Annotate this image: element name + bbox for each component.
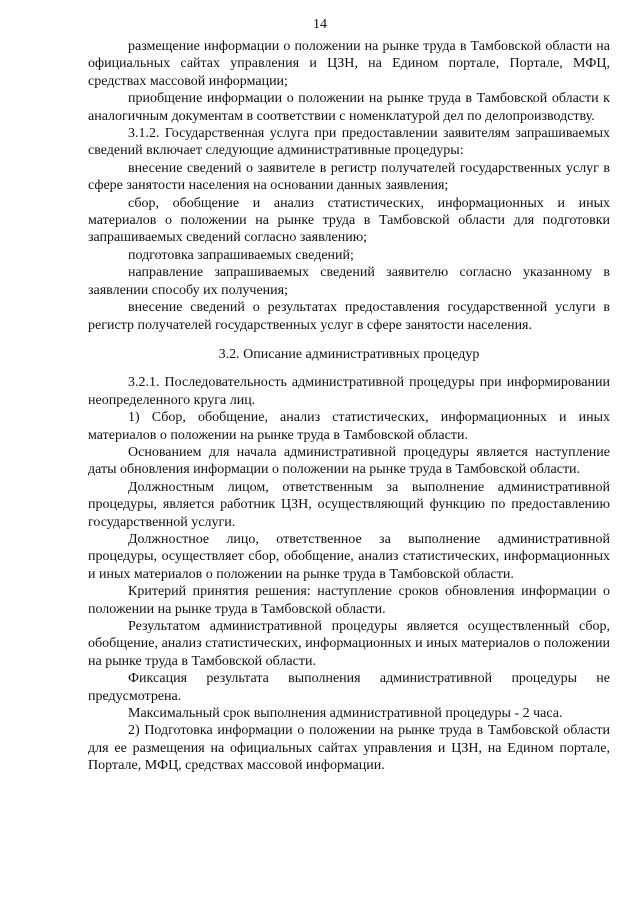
paragraph: 2) Подготовка информации о положении на рынке труда в Тамбовской области для ее размещения на официальных сайтах управления и ЦЗН, на Едином портале, Портале, МФЦ, средствах массовой информации. <box>88 723 610 774</box>
paragraph: Должностное лицо, ответственное за выполнение административной процедуры, осуществляет сбор, обобщение, анализ статистических, информационных и иных материалов о положении на рынке труда в Тамбовской области. <box>88 531 610 582</box>
paragraph: Фиксация результата выполнения административной процедуры не предусмотрена. <box>88 671 610 704</box>
paragraph: направление запрашиваемых сведений заявителю согласно указанному в заявлении способу их получения; <box>88 265 610 298</box>
page-number: 14 <box>313 17 327 32</box>
paragraph: внесение сведений о заявителе в регистр получателей государственных услуг в сфере занятости населения на основании данных заявления; <box>88 160 610 194</box>
paragraph: внесение сведений о результатах предоставления государственной услуги в регистр получателей государственных услуг в сфере занятости населения. <box>88 300 610 333</box>
paragraph: Основанием для начала административной процедуры является наступление даты обновления информации о положении на рынке труда в Тамбовской области. <box>88 444 610 478</box>
paragraph: приобщение информации о положении на рынке труда в Тамбовской области к аналогичным документам в соответствии с номенклатурой дел по делопроизводству. <box>88 91 610 124</box>
paragraph: Результатом административной процедуры является осуществленный сбор, обобщение, анализ статистических, информационных и иных материалов о положении на рынке труда в Тамбовской области. <box>88 619 610 669</box>
paragraph: 1) Сбор, обобщение, анализ статистических, информационных и иных материалов о положении на рынке труда в Тамбовской области. <box>88 410 610 443</box>
paragraph: Максимальный срок выполнения административной процедуры - 2 часа. <box>128 706 563 722</box>
paragraph: размещение информации о положении на рынке труда в Тамбовской области на официальных сайтах управления и ЦЗН, на Едином портале, Портале, МФЦ, средствах массовой информации; <box>88 39 610 89</box>
paragraph: сбор, обобщение и анализ статистических, информационных и иных материалов о положении на рынке труда в Тамбовской области для подготовки запрашиваемых сведений согласно заявлению; <box>88 195 610 246</box>
paragraph: подготовка запрашиваемых сведений; <box>128 247 354 263</box>
paragraph: Должностным лицом, ответственным за выполнение административной процедуры, является работник ЦЗН, осуществляющий функцию по предоставлению государственной услуги. <box>88 479 610 530</box>
paragraph: 3.2.1. Последовательность административной процедуры при информировании неопределенного круга лиц. <box>88 375 610 408</box>
section-heading: 3.2. Описание административных процедур <box>218 346 480 362</box>
paragraph: 3.1.2. Государственная услуга при предоставлении заявителям запрашиваемых сведений включает следующие административные процедуры: <box>88 126 610 159</box>
paragraph: Критерий принятия решения: наступление сроков обновления информации о положении на рынке труда в Тамбовской области. <box>88 584 610 617</box>
document-body <box>88 38 610 775</box>
